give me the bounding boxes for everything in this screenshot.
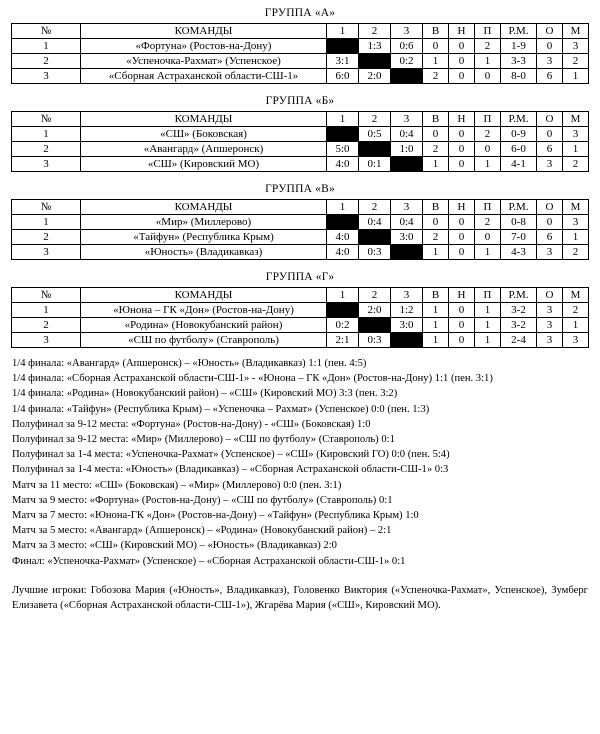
draws-value: 0 — [449, 127, 475, 142]
row-number: 1 — [12, 127, 81, 142]
column-header-losses: П — [475, 288, 501, 303]
losses-value: 1 — [475, 54, 501, 69]
result-line: 1/4 финала: «Родина» (Новокубанский район) – «СШ» (Кировский МО) 3:3 (пен. 3:2) — [12, 388, 398, 400]
place-value: 2 — [563, 54, 589, 69]
wins-value: 0 — [423, 39, 449, 54]
result-line: Полуфинал за 1-4 места: «Успеночка-Рахмат» (Успенское) – «СШ» (Кировский ГО) 0:0 (пен. 5:4) — [12, 449, 450, 461]
column-header-losses: П — [475, 24, 501, 39]
wins-value: 2 — [423, 230, 449, 245]
wins-value: 2 — [423, 69, 449, 84]
draws-value: 0 — [449, 245, 475, 260]
team-name: «Успеночка-Рахмат» (Успенское) — [81, 54, 327, 69]
column-header-1: 1 — [327, 24, 359, 39]
table-row — [12, 318, 589, 333]
column-header-3: 3 — [391, 112, 423, 127]
points-value: 3 — [537, 54, 563, 69]
losses-value: 1 — [475, 333, 501, 348]
score-cell: 3:1 — [327, 54, 359, 69]
column-header-1: 1 — [327, 200, 359, 215]
score-cell: 0:4 — [359, 215, 391, 230]
losses-value: 0 — [475, 69, 501, 84]
score-cell: 4:0 — [327, 245, 359, 260]
score-cell: 1:2 — [391, 303, 423, 318]
column-header-2: 2 — [359, 112, 391, 127]
score-cell-self — [391, 245, 423, 260]
losses-value: 1 — [475, 245, 501, 260]
result-line: Полуфинал за 9-12 места: «Фортуна» (Ростов-на-Дону) - «СШ» (Боковская) 1:0 — [12, 418, 371, 430]
losses-value: 1 — [475, 157, 501, 172]
draws-value: 0 — [449, 157, 475, 172]
score-cell: 0:6 — [391, 39, 423, 54]
score-cell: 2:0 — [359, 69, 391, 84]
points-value: 6 — [537, 69, 563, 84]
column-header-number: № — [12, 24, 81, 39]
points-value: 6 — [537, 142, 563, 157]
score-cell: 0:5 — [359, 127, 391, 142]
team-name: «Юность» (Владикавказ) — [81, 245, 327, 260]
column-header-2: 2 — [359, 200, 391, 215]
goal-ratio-value: 3-2 — [501, 318, 537, 333]
points-value: 6 — [537, 230, 563, 245]
draws-value: 0 — [449, 318, 475, 333]
score-cell: 0:1 — [359, 157, 391, 172]
score-cell: 1:0 — [391, 142, 423, 157]
row-number: 2 — [12, 54, 81, 69]
row-number: 1 — [12, 303, 81, 318]
column-header-2: 2 — [359, 24, 391, 39]
group-table-b — [11, 111, 589, 172]
goal-ratio-value: 3-3 — [501, 54, 537, 69]
column-header-points: О — [537, 200, 563, 215]
group-table-g — [11, 287, 589, 348]
column-header-teams: КОМАНДЫ — [81, 288, 327, 303]
best-players-note: Лучшие игроки: Гобозова Мария («Юность», Владикавказ), Головенко Виктория («Успеночка-Рахмат», Успенское), Зумберг Елизавета («Сборная Астраханской области-СШ-1»), Жгарёва Мария («СШ», Кировский МО). — [12, 584, 588, 612]
column-header-goal-ratio: Р.М. — [501, 112, 537, 127]
team-name: «Юнона – ГК «Дон» (Ростов-на-Дону) — [81, 303, 327, 318]
table-header-row — [12, 112, 589, 127]
score-cell-self — [359, 318, 391, 333]
row-number: 3 — [12, 245, 81, 260]
result-line: Матч за 3 место: «СШ» (Кировский МО) – «Юность» (Владикавказ) 2:0 — [12, 540, 337, 552]
team-name: «СШ по футболу» (Ставрополь) — [81, 333, 327, 348]
wins-value: 1 — [423, 303, 449, 318]
column-header-teams: КОМАНДЫ — [81, 112, 327, 127]
row-number: 3 — [12, 69, 81, 84]
score-cell: 1:3 — [359, 39, 391, 54]
row-number: 3 — [12, 333, 81, 348]
column-header-draws: Н — [449, 200, 475, 215]
points-value: 3 — [537, 318, 563, 333]
playoff-results-list — [0, 348, 600, 569]
score-cell-self — [327, 39, 359, 54]
score-cell: 3:0 — [391, 318, 423, 333]
column-header-number: № — [12, 200, 81, 215]
losses-value: 2 — [475, 39, 501, 54]
score-cell: 2:0 — [359, 303, 391, 318]
team-name: «СШ» (Боковская) — [81, 127, 327, 142]
score-cell-self — [359, 230, 391, 245]
goal-ratio-value: 4-3 — [501, 245, 537, 260]
column-header-losses: П — [475, 112, 501, 127]
table-row — [12, 333, 589, 348]
score-cell: 2:1 — [327, 333, 359, 348]
place-value: 2 — [563, 303, 589, 318]
score-cell-self — [391, 333, 423, 348]
column-header-3: 3 — [391, 200, 423, 215]
column-header-place: М — [563, 112, 589, 127]
score-cell: 0:4 — [391, 127, 423, 142]
group-block-v — [0, 176, 600, 260]
column-header-points: О — [537, 24, 563, 39]
points-value: 3 — [537, 303, 563, 318]
wins-value: 2 — [423, 142, 449, 157]
row-number: 1 — [12, 215, 81, 230]
score-cell: 0:4 — [391, 215, 423, 230]
team-name: «СШ» (Кировский МО) — [81, 157, 327, 172]
column-header-number: № — [12, 112, 81, 127]
score-cell-self — [391, 157, 423, 172]
group-block-b — [0, 88, 600, 172]
column-header-place: М — [563, 200, 589, 215]
column-header-points: О — [537, 288, 563, 303]
column-header-place: М — [563, 288, 589, 303]
column-header-points: О — [537, 112, 563, 127]
goal-ratio-value: 7-0 — [501, 230, 537, 245]
column-header-goal-ratio: Р.М. — [501, 200, 537, 215]
result-line: Матч за 11 место: «СШ» (Боковская) – «Мир» (Миллерово) 0:0 (пен. 3:1) — [12, 479, 342, 491]
table-row — [12, 127, 589, 142]
table-row — [12, 69, 589, 84]
group-table-v — [11, 199, 589, 260]
points-value: 0 — [537, 127, 563, 142]
goal-ratio-value: 3-2 — [501, 303, 537, 318]
wins-value: 1 — [423, 245, 449, 260]
wins-value: 0 — [423, 215, 449, 230]
table-header-row — [12, 24, 589, 39]
column-header-1: 1 — [327, 288, 359, 303]
row-number: 3 — [12, 157, 81, 172]
goal-ratio-value: 1-9 — [501, 39, 537, 54]
row-number: 2 — [12, 142, 81, 157]
table-row — [12, 142, 589, 157]
table-row — [12, 230, 589, 245]
wins-value: 1 — [423, 318, 449, 333]
score-cell: 4:0 — [327, 157, 359, 172]
points-value: 0 — [537, 215, 563, 230]
draws-value: 0 — [449, 215, 475, 230]
result-line: 1/4 финала: «Авангард» (Апшеронск) – «Юность» (Владикавказ) 1:1 (пен. 4:5) — [12, 358, 367, 369]
draws-value: 0 — [449, 54, 475, 69]
draws-value: 0 — [449, 303, 475, 318]
points-value: 3 — [537, 157, 563, 172]
losses-value: 0 — [475, 142, 501, 157]
result-line: Матч за 5 место: «Авангард» (Апшеронск) – «Родина» (Новокубанский район) – 2:1 — [12, 525, 392, 537]
column-header-draws: Н — [449, 24, 475, 39]
row-number: 1 — [12, 39, 81, 54]
group-block-a — [0, 0, 600, 84]
result-line: Финал: «Успеночка-Рахмат» (Успенское) – «Сборная Астраханской области-СШ-1» 0:1 — [12, 555, 406, 567]
column-header-wins: В — [423, 24, 449, 39]
place-value: 3 — [563, 215, 589, 230]
losses-value: 2 — [475, 215, 501, 230]
row-number: 2 — [12, 318, 81, 333]
row-number: 2 — [12, 230, 81, 245]
table-header-row — [12, 200, 589, 215]
column-header-teams: КОМАНДЫ — [81, 200, 327, 215]
score-cell: 0:2 — [391, 54, 423, 69]
score-cell: 4:0 — [327, 230, 359, 245]
goal-ratio-value: 0-8 — [501, 215, 537, 230]
wins-value: 1 — [423, 157, 449, 172]
result-line: 1/4 финала: «Тайфун» (Республика Крым) – «Успеночка – Рахмат» (Успенское) 0:0 (пен. 1:3) — [12, 403, 430, 415]
column-header-2: 2 — [359, 288, 391, 303]
place-value: 3 — [563, 127, 589, 142]
score-cell: 5:0 — [327, 142, 359, 157]
place-value: 3 — [563, 333, 589, 348]
team-name: «Авангард» (Апшеронск) — [81, 142, 327, 157]
result-line: Полуфинал за 9-12 места: «Мир» (Миллерово) – «СШ по футболу» (Ставрополь) 0:1 — [12, 434, 395, 446]
column-header-wins: В — [423, 112, 449, 127]
draws-value: 0 — [449, 39, 475, 54]
team-name: «Родина» (Новокубанский район) — [81, 318, 327, 333]
place-value: 2 — [563, 245, 589, 260]
result-line: Полуфинал за 1-4 места: «Юность» (Владикавказ) – «Сборная Астраханской области-СШ-1» 0:3 — [12, 464, 449, 476]
table-row — [12, 54, 589, 69]
column-header-goal-ratio: Р.М. — [501, 288, 537, 303]
score-cell-self — [327, 215, 359, 230]
goal-ratio-value: 6-0 — [501, 142, 537, 157]
table-row — [12, 303, 589, 318]
score-cell: 0:2 — [327, 318, 359, 333]
place-value: 1 — [563, 318, 589, 333]
table-row — [12, 39, 589, 54]
score-cell: 6:0 — [327, 69, 359, 84]
place-value: 3 — [563, 39, 589, 54]
draws-value: 0 — [449, 69, 475, 84]
group-title-v: ГРУППА «В» — [265, 183, 335, 195]
goal-ratio-value: 0-9 — [501, 127, 537, 142]
column-header-draws: Н — [449, 288, 475, 303]
place-value: 1 — [563, 142, 589, 157]
result-line: Матч за 9 место: «Фортуна» (Ростов-на-Дону) – «СШ по футболу» (Ставрополь) 0:1 — [12, 494, 393, 506]
losses-value: 1 — [475, 303, 501, 318]
group-title-a: ГРУППА «А» — [264, 7, 336, 19]
score-cell-self — [359, 54, 391, 69]
team-name: «Мир» (Миллерово) — [81, 215, 327, 230]
score-cell-self — [327, 127, 359, 142]
group-table-a — [11, 23, 589, 84]
points-value: 0 — [537, 39, 563, 54]
wins-value: 1 — [423, 333, 449, 348]
score-cell: 3:0 — [391, 230, 423, 245]
place-value: 1 — [563, 230, 589, 245]
score-cell: 0:3 — [359, 333, 391, 348]
losses-value: 0 — [475, 230, 501, 245]
points-value: 3 — [537, 333, 563, 348]
place-value: 1 — [563, 69, 589, 84]
draws-value: 0 — [449, 333, 475, 348]
column-header-losses: П — [475, 200, 501, 215]
goal-ratio-value: 8-0 — [501, 69, 537, 84]
draws-value: 0 — [449, 142, 475, 157]
team-name: «Тайфун» (Республика Крым) — [81, 230, 327, 245]
wins-value: 0 — [423, 127, 449, 142]
column-header-1: 1 — [327, 112, 359, 127]
draws-value: 0 — [449, 230, 475, 245]
score-cell-self — [391, 69, 423, 84]
team-name: «Фортуна» (Ростов-на-Дону) — [81, 39, 327, 54]
table-header-row — [12, 288, 589, 303]
column-header-wins: В — [423, 288, 449, 303]
result-line: 1/4 финала: «Сборная Астраханской области-СШ-1» - «Юнона – ГК «Дон» (Ростов-на-Дону) 1:1 (пен. 3:1) — [12, 373, 493, 385]
group-title-b: ГРУППА «Б» — [265, 95, 335, 107]
table-row — [12, 157, 589, 172]
points-value: 3 — [537, 245, 563, 260]
column-header-place: М — [563, 24, 589, 39]
column-header-teams: КОМАНДЫ — [81, 24, 327, 39]
losses-value: 1 — [475, 318, 501, 333]
table-row — [12, 215, 589, 230]
score-cell: 0:3 — [359, 245, 391, 260]
column-header-3: 3 — [391, 24, 423, 39]
team-name: «Сборная Астраханской области-СШ-1» — [81, 69, 327, 84]
goal-ratio-value: 4-1 — [501, 157, 537, 172]
losses-value: 2 — [475, 127, 501, 142]
score-cell-self — [359, 142, 391, 157]
score-cell-self — [327, 303, 359, 318]
group-block-g — [0, 264, 600, 348]
column-header-goal-ratio: Р.М. — [501, 24, 537, 39]
goal-ratio-value: 2-4 — [501, 333, 537, 348]
group-title-g: ГРУППА «Г» — [265, 271, 335, 283]
column-header-wins: В — [423, 200, 449, 215]
wins-value: 1 — [423, 54, 449, 69]
result-line: Матч за 7 место: «Юнона-ГК «Дон» (Ростов-на-Дону) – «Тайфун» (Республика Крым) 1:0 — [12, 510, 419, 522]
table-row — [12, 245, 589, 260]
column-header-3: 3 — [391, 288, 423, 303]
column-header-draws: Н — [449, 112, 475, 127]
column-header-number: № — [12, 288, 81, 303]
place-value: 2 — [563, 157, 589, 172]
